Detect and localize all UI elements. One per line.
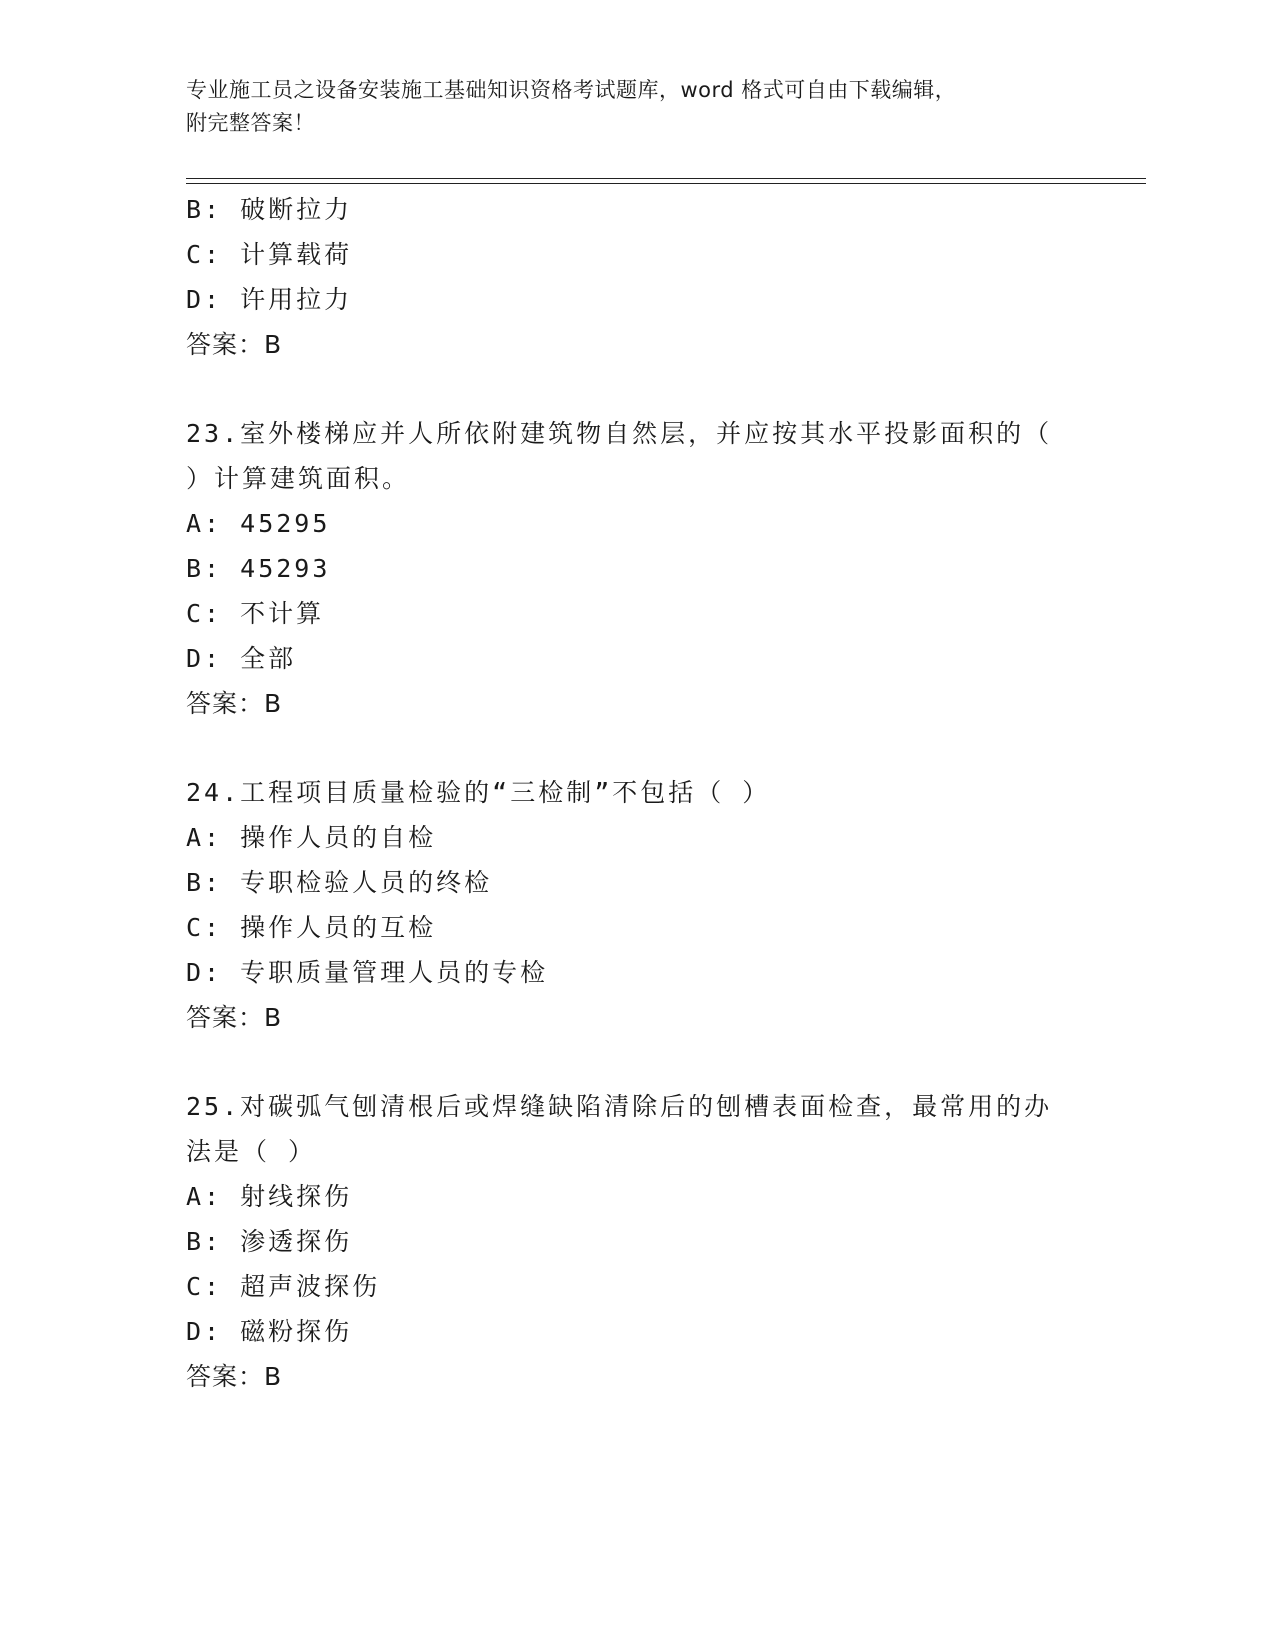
q25-option-b: B: 渗透探伤 bbox=[186, 1227, 353, 1256]
header-divider-top bbox=[186, 178, 1146, 179]
q23-stem-line-1: 23.室外楼梯应并人所依附建筑物自然层，并应按其水平投影面积的（ bbox=[186, 419, 1053, 448]
q24-stem-line-1: 24.工程项目质量检验的“三检制”不包括（ ） bbox=[186, 778, 771, 807]
document-header bbox=[186, 74, 1086, 140]
q25-option-c: C: 超声波探伤 bbox=[186, 1272, 381, 1301]
q22-answer: 答案：B bbox=[186, 330, 283, 359]
q23-option-a: A: 45295 bbox=[186, 509, 331, 538]
q22-option-d: D: 许用拉力 bbox=[186, 285, 353, 314]
q23-option-d: D: 全部 bbox=[186, 644, 297, 673]
q23-option-b: B: 45293 bbox=[186, 554, 331, 583]
q24-answer: 答案：B bbox=[186, 1003, 283, 1032]
header-line-2: 附完整答案！ bbox=[186, 111, 315, 135]
header-line-1: 专业施工员之设备安装施工基础知识资格考试题库，word 格式可自由下载编辑， bbox=[186, 78, 957, 102]
q23-answer: 答案：B bbox=[186, 689, 283, 718]
q25-stem-line-1: 25.对碳弧气刨清根后或焊缝缺陷清除后的刨槽表面检查，最常用的办 bbox=[186, 1092, 1053, 1121]
header-divider-bottom bbox=[186, 183, 1146, 184]
q22-option-c: C: 计算载荷 bbox=[186, 240, 353, 269]
q25-answer: 答案：B bbox=[186, 1362, 283, 1391]
q25-stem-line-2: 法是（ ） bbox=[186, 1137, 317, 1166]
q25-option-d: D: 磁粉探伤 bbox=[186, 1317, 353, 1346]
q24-option-a: A: 操作人员的自检 bbox=[186, 823, 437, 852]
q24-option-b: B: 专职检验人员的终检 bbox=[186, 868, 493, 897]
q23-stem-line-2: ）计算建筑面积。 bbox=[186, 464, 411, 493]
q25-option-a: A: 射线探伤 bbox=[186, 1182, 353, 1211]
q23-option-c: C: 不计算 bbox=[186, 599, 325, 628]
q24-option-c: C: 操作人员的互检 bbox=[186, 913, 437, 942]
q22-option-b: B: 破断拉力 bbox=[186, 195, 353, 224]
q24-option-d: D: 专职质量管理人员的专检 bbox=[186, 958, 549, 987]
